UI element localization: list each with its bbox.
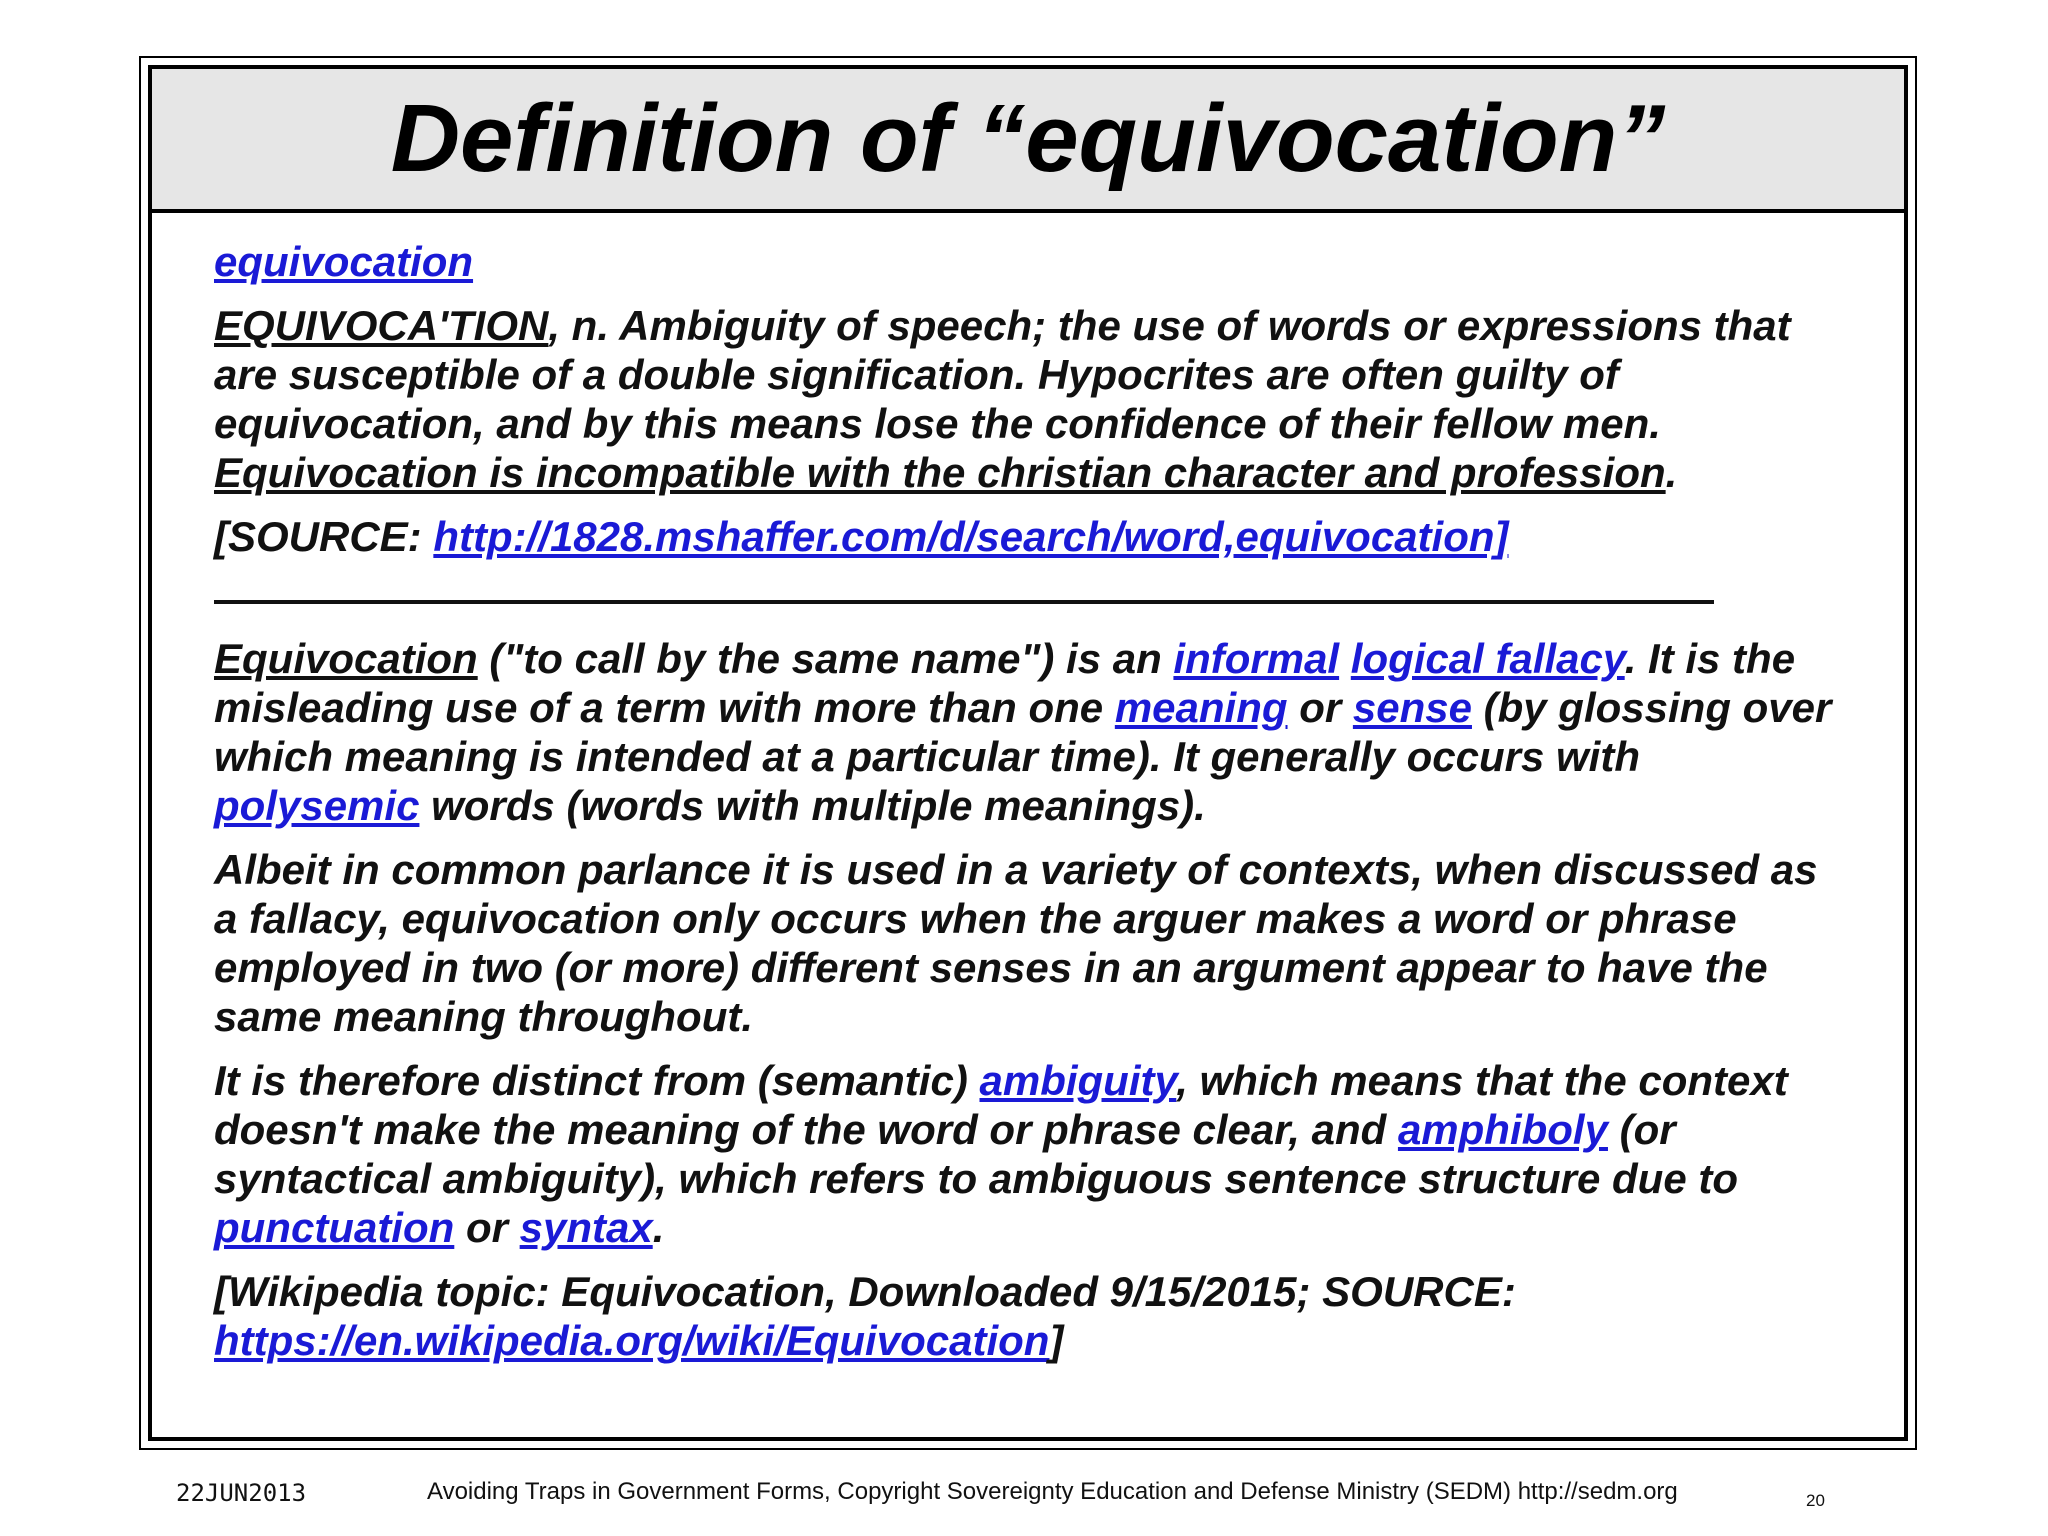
logical-fallacy-link[interactable]: logical fallacy — [1350, 635, 1625, 682]
wiki-paragraph-2: Albeit in common parlance it is used in a variety of contexts, when discussed as a fallacy, equivocation only occurs when the arguer makes a word or phrase employed in two (or more) different senses in an argument appear to have the same meaning throughout. — [214, 846, 1818, 1040]
informal-link[interactable]: informal — [1173, 635, 1340, 682]
wikipedia-link[interactable]: https://en.wikipedia.org/wiki/Equivocation — [214, 1317, 1050, 1364]
wiki-text: It is therefore distinct from (semantic) — [214, 1057, 980, 1104]
wiki-text — [1339, 635, 1351, 682]
source-wikipedia — [214, 1267, 1834, 1365]
wiki-paragraph-3 — [214, 1056, 1834, 1252]
meaning-link[interactable]: meaning — [1114, 684, 1288, 731]
section-divider — [214, 576, 1834, 611]
wiki-text: . — [652, 1204, 665, 1251]
source-1828-link[interactable]: http://1828.mshaffer.com/d/search/word,equivocation] — [433, 513, 1509, 560]
slide-body — [214, 237, 1834, 1380]
source-prefix: [Wikipedia topic: Equivocation, Downloaded 9/15/2015; SOURCE: — [214, 1268, 1516, 1315]
source-1828 — [214, 512, 1834, 561]
definition-emphasis: Equivocation is incompatible with the christian character and profession — [214, 449, 1666, 496]
wiki-text: (or syntactical ambiguity), which refers to ambiguous sentence structure due to — [214, 1106, 1738, 1202]
syntax-link[interactable]: syntax — [519, 1204, 653, 1251]
definition-text: , n. Ambiguity of speech; the use of words or expressions that are susceptible of a double signification. Hypocrites are often guilty of equivocation, and by this means lose the confidence of their fellow men. — [214, 302, 1791, 447]
punctuation-link[interactable]: punctuation — [214, 1204, 455, 1251]
polysemic-link[interactable]: polysemic — [214, 782, 420, 829]
wiki-text: . It is the misleading use of a term with more than one — [214, 635, 1796, 731]
wiki-text: words (words with multiple meanings). — [419, 782, 1206, 829]
wiki-text: , which means that the context doesn't make the meaning of the word or phrase clear, and — [214, 1057, 1788, 1153]
amphiboly-link[interactable]: amphiboly — [1397, 1106, 1608, 1153]
wiki-text: ("to call by the same name") is an — [477, 635, 1174, 682]
footer-copyright: Avoiding Traps in Government Forms, Copyright Sovereignty Education and Defense Ministry (SEDM) http://sedm.org — [427, 1478, 1678, 1505]
wiki-term: Equivocation — [214, 635, 478, 682]
wiki-text: or — [454, 1204, 520, 1251]
sense-link[interactable]: sense — [1352, 684, 1472, 731]
slide-frame — [139, 56, 1917, 1450]
headword: EQUIVOCA'TION — [214, 302, 549, 349]
slide-inner-border — [148, 65, 1908, 1441]
ambiguity-link[interactable]: ambiguity — [979, 1057, 1177, 1104]
slide-title: Definition of “equivocation” — [390, 85, 1666, 192]
definition-end: . — [1665, 449, 1678, 496]
source-suffix: ] — [1049, 1317, 1064, 1364]
webster-definition — [214, 301, 1834, 497]
wiki-paragraph-1 — [214, 634, 1834, 830]
title-bar — [152, 69, 1904, 213]
heading-paragraph — [214, 237, 1834, 286]
equivocation-heading-link[interactable]: equivocation — [214, 238, 474, 285]
divider-line — [214, 600, 1714, 604]
footer-date: 22JUN2013 — [176, 1479, 307, 1507]
page-number: 20 — [1806, 1491, 1825, 1510]
source-prefix: [SOURCE: — [214, 513, 434, 560]
wiki-text: (by glossing over which meaning is intended at a particular time). It generally occurs with — [214, 684, 1832, 780]
wiki-text: or — [1287, 684, 1353, 731]
